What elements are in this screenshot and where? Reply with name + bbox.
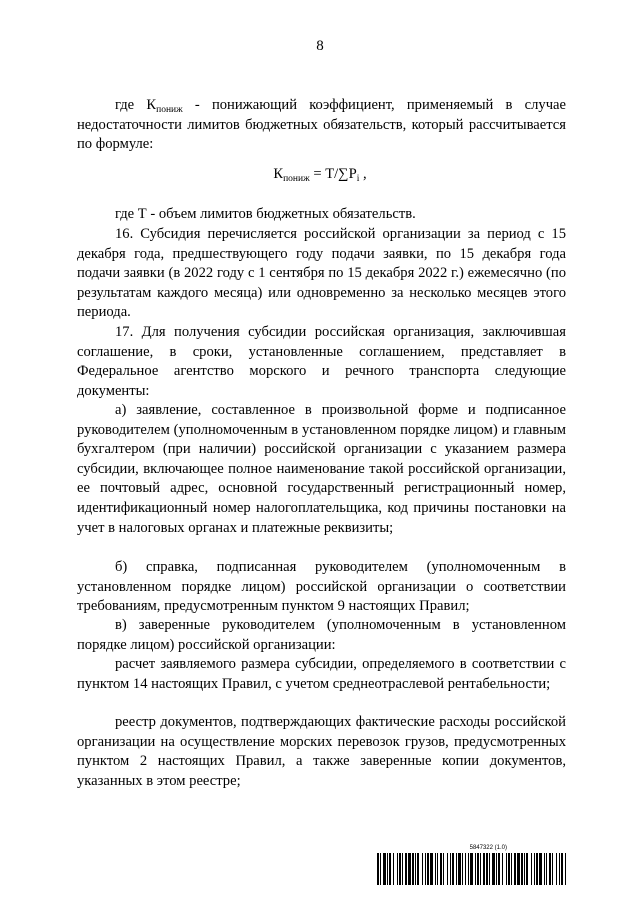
item-c: в) заверенные руководителем (уполномоченным в установленном порядке лицом) российской организации: xyxy=(77,617,566,653)
subitem-calculation: расчет заявляемого размера субсидии, определяемого в соответствии с пунктом 14 настоящих Правил, с учетом среднеотраслевой рентабельности; xyxy=(77,656,566,692)
coef-lead: где К xyxy=(115,97,157,113)
page-number: 8 xyxy=(316,38,324,54)
coef-subscript: пониж xyxy=(156,105,183,115)
barcode-icon xyxy=(377,853,567,885)
subitem-registry: реестр документов, подтверждающих фактические расходы российской организации на осуществление морских перевозок грузов, предусмотренных пунктом 2 настоящих Правил, а также заверенные копии документов, указанных в этом реестре; xyxy=(77,714,566,789)
paragraph-16: 16. Субсидия перечисляется российской организации за период с 15 декабря года, предшествующего году подачи заявки, по 15 декабря года подачи заявки (в 2022 году с 1 сентября по 15 декабря 2022 г.) ежемесячно (по результатам каждого месяца) или одновременно за несколько месяцев этого периода. xyxy=(77,226,566,321)
formula xyxy=(0,164,640,184)
barcode-code: 5847322 (1.0) xyxy=(469,845,507,851)
formula-i-subscript: i xyxy=(356,174,360,184)
item-a: а) заявление, составленное в произвольной форме и подписанное руководителем (уполномоченным в установленном порядке лицом) и главным бухгалтером (при наличии) российской организации с указанием размера субсидии, включающее полное наименование такой российской организации, ее почтовый адрес, основной государственный регистрационный номер, идентификационный номер налогоплательщика, код причины постановки на учет в налоговых органах и платежные реквизиты; xyxy=(77,402,566,536)
formula-tail: , xyxy=(359,166,367,182)
coef-rest: - понижающий коэффициент, применяемый в случае недостаточности лимитов бюджетных обязательств, который рассчитывается по формуле: xyxy=(77,97,567,153)
paragraph-17: 17. Для получения субсидии российская организация, заключившая соглашение, в сроки, установленные соглашением, представляет в Федеральное агентство морского и речного транспорта следующие документы: xyxy=(77,324,566,399)
formula-k-subscript: пониж xyxy=(283,174,310,184)
formula-body: = Т/∑P xyxy=(309,166,357,182)
paragraph-coefficient-definition xyxy=(77,96,566,155)
barcode-block xyxy=(377,845,567,887)
formula-k: К xyxy=(273,166,284,182)
item-b: б) справка, подписанная руководителем (уполномоченным в установленном порядке лицом) российской организации о соответствии требованиям, предусмотренным пунктом 9 настоящих Правил; xyxy=(77,559,566,615)
paragraph-t-definition: где Т - объем лимитов бюджетных обязательств. xyxy=(115,206,416,222)
